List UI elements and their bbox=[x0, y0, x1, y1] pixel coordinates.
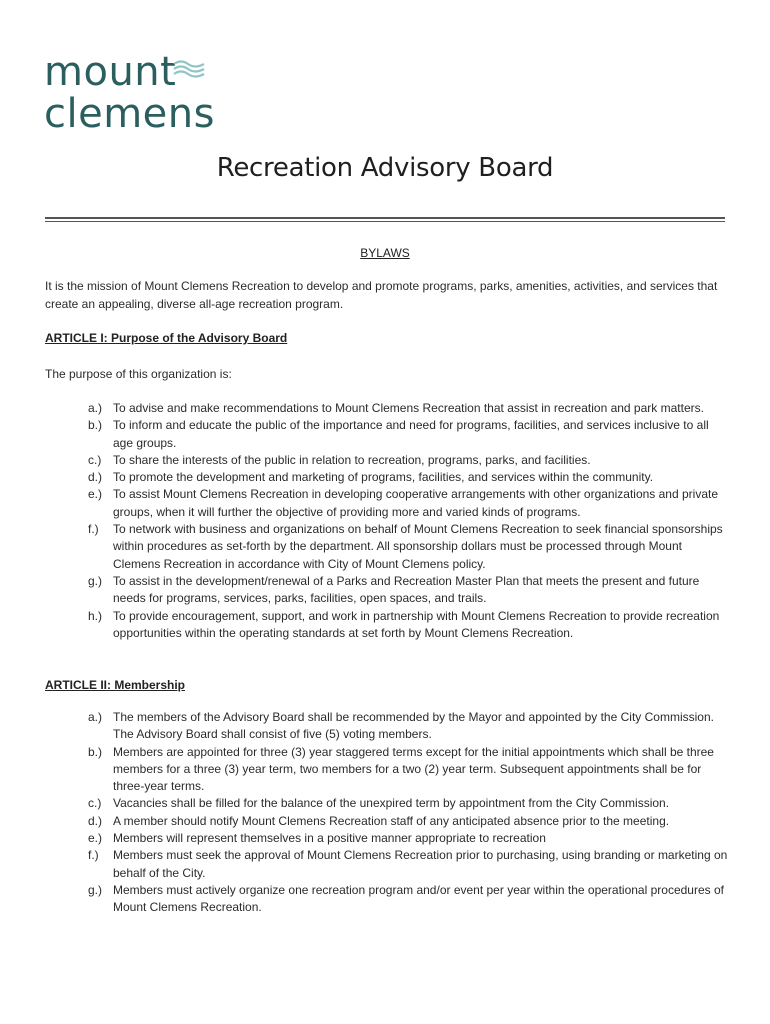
list-item: g.) Members must actively organize one recreation program and/or event per year within the operational procedures of Mount Clemens Recreation. bbox=[88, 882, 724, 915]
list-item: d.) A member should notify Mount Clemens Recreation staff of any anticipated absence prior to the meeting. bbox=[88, 813, 670, 828]
list-item: e.) Members will represent themselves in a positive manner appropriate to recreation bbox=[88, 831, 546, 846]
list-item: f.) Members must seek the approval of Mount Clemens Recreation prior to purchasing, using branding or marketing on behalf of the City. bbox=[88, 848, 728, 880]
mount-clemens-logo bbox=[44, 49, 234, 138]
article-1-list bbox=[88, 400, 728, 642]
mission-statement: It is the mission of Mount Clemens Recreation to develop and promote programs, parks, amenities, activities, and services that create an appealing, diverse all-age recreation program. bbox=[45, 279, 718, 311]
article-1-intro: The purpose of this organization is: bbox=[45, 367, 232, 381]
wave-logo-icon bbox=[172, 58, 206, 80]
list-item: b.) To inform and educate the public of the importance and need for programs, facilities, and services inclusive to all age groups. bbox=[88, 418, 709, 450]
list-item: b.) Members are appointed for three (3) year staggered terms except for the initial appointments which shall be three members for a three (3) year term, two members for a two (2) year term. Subsequent appointments shall be for three-year terms. bbox=[88, 744, 714, 794]
logo-word-mount: mount bbox=[44, 49, 177, 95]
title-divider-thin bbox=[45, 221, 725, 222]
list-item: f.) To network with business and organizations on behalf of Mount Clemens Recreation to seek financial sponsorships within procedures as set-forth by the department. All sponsorship dollars must be processed through Mount Clemens Recreation in accordance with City of Mount Clemens policy. bbox=[88, 522, 723, 571]
list-item: c.) To share the interests of the public in relation to recreation, programs, parks, and facilities. bbox=[88, 452, 591, 467]
list-item: a.) The members of the Advisory Board shall be recommended by the Mayor and appointed by the City Commission. The Advisory Board shall consist of five (5) voting members. bbox=[88, 710, 714, 742]
page-title: Recreation Advisory Board bbox=[216, 153, 554, 183]
list-item: e.) To assist Mount Clemens Recreation in developing cooperative arrangements with other organizations and private groups, when it will further the objective of providing more and varied kinds of programs. bbox=[88, 487, 718, 519]
article-2-list bbox=[88, 709, 728, 917]
bylaws-heading: BYLAWS bbox=[360, 246, 410, 260]
article-2-heading: ARTICLE II: Membership bbox=[45, 678, 186, 692]
list-item: c.) Vacancies shall be filled for the balance of the unexpired term by appointment from the City Commission. bbox=[88, 796, 670, 811]
list-item: d.) To promote the development and marketing of programs, facilities, and services within the community. bbox=[88, 470, 654, 485]
title-divider bbox=[45, 217, 725, 219]
logo-word-clemens: clemens bbox=[44, 91, 215, 137]
list-item: a.) To advise and make recommendations to Mount Clemens Recreation that assist in recreation and park matters. bbox=[88, 401, 704, 415]
list-item: g.) To assist in the development/renewal of a Parks and Recreation Master Plan that meets the present and future needs for programs, services, parks, facilities, open spaces, and trails. bbox=[88, 573, 700, 606]
article-1-heading: ARTICLE I: Purpose of the Advisory Board bbox=[45, 331, 288, 345]
list-item: h.) To provide encouragement, support, and work in partnership with Mount Clemens Recreation to provide recreation opportunities within the operating standards at set forth by Mount Clemens Recreation. bbox=[88, 608, 720, 640]
